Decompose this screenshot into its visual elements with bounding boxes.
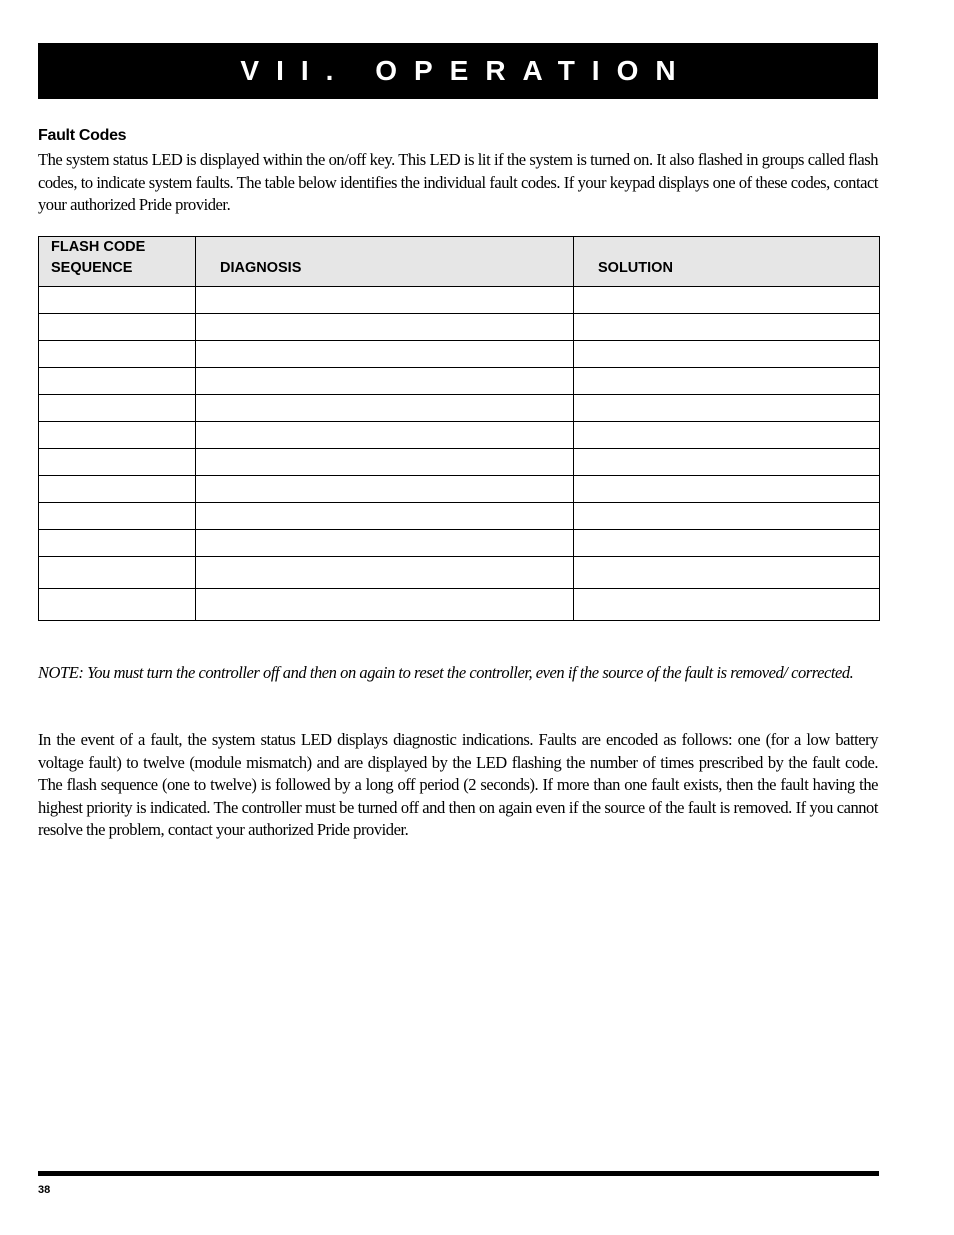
table-cell bbox=[196, 557, 574, 589]
table-cell bbox=[574, 341, 880, 368]
table-row bbox=[39, 314, 880, 341]
table-row bbox=[39, 341, 880, 368]
table-row bbox=[39, 422, 880, 449]
header-flash-code-sequence bbox=[39, 237, 196, 287]
table-cell bbox=[196, 449, 574, 476]
table-cell bbox=[574, 368, 880, 395]
table-row bbox=[39, 449, 880, 476]
table-cell bbox=[196, 341, 574, 368]
table-cell bbox=[574, 476, 880, 503]
fault-codes-heading: Fault Codes bbox=[38, 127, 127, 144]
table-cell bbox=[574, 422, 880, 449]
table-cell bbox=[196, 287, 574, 314]
table-cell bbox=[574, 530, 880, 557]
table-cell bbox=[574, 503, 880, 530]
table-cell bbox=[574, 395, 880, 422]
table-cell bbox=[39, 395, 196, 422]
table-cell bbox=[39, 287, 196, 314]
table-row bbox=[39, 503, 880, 530]
table-cell bbox=[574, 314, 880, 341]
page-number: 38 bbox=[38, 1184, 51, 1196]
table-row bbox=[39, 395, 880, 422]
table-cell bbox=[39, 557, 196, 589]
fault-code-table bbox=[38, 236, 880, 621]
header-sequence-line1: FLASH CODE bbox=[51, 239, 146, 255]
table-cell bbox=[196, 395, 574, 422]
table-row bbox=[39, 589, 880, 621]
table-cell bbox=[196, 476, 574, 503]
table-row bbox=[39, 287, 880, 314]
header-diagnosis: DIAGNOSIS bbox=[196, 237, 574, 287]
table-cell bbox=[39, 589, 196, 621]
table-cell bbox=[196, 589, 574, 621]
table-cell bbox=[39, 503, 196, 530]
intro-paragraph: The system status LED is displayed within the on/off key. This LED is lit if the system is turned on. It also flashed in groups called flash codes, to indicate system faults. The table below identifies the individual fault codes. If your keypad displays one of these codes, contact your authorized Pride provider. bbox=[38, 150, 878, 214]
fault-explanation-paragraph: In the event of a fault, the system status LED displays diagnostic indications. Faults are encoded as follows: one (for a low battery voltage fault) to twelve (module mismatch) and are displayed by the LED flashing the number of times prescribed by the fault code. The flash sequence (one to twelve) is followed by a long off period (2 seconds). If more than one fault exists, then the fault having the highest priority is indicated. The controller must be turned off and then on again even if the source of the fault is removed. If you cannot resolve the problem, contact your authorized Pride provider. bbox=[38, 730, 878, 839]
table-cell bbox=[574, 589, 880, 621]
table-cell bbox=[574, 449, 880, 476]
table-row bbox=[39, 368, 880, 395]
table-cell bbox=[574, 557, 880, 589]
table-cell bbox=[196, 422, 574, 449]
reset-note: NOTE: You must turn the controller off and then on again to reset the controller, even if the source of the fault is removed/ corrected. bbox=[38, 663, 854, 682]
header-solution: SOLUTION bbox=[574, 237, 880, 287]
table-cell bbox=[39, 530, 196, 557]
table-cell bbox=[39, 422, 196, 449]
table-cell bbox=[196, 368, 574, 395]
table-cell bbox=[196, 503, 574, 530]
table-row bbox=[39, 530, 880, 557]
header-sequence-line2: SEQUENCE bbox=[51, 260, 133, 276]
footer-divider bbox=[38, 1171, 879, 1176]
table-header-row bbox=[39, 237, 880, 287]
table-cell bbox=[39, 341, 196, 368]
table-cell bbox=[39, 314, 196, 341]
table-cell bbox=[39, 368, 196, 395]
section-title-banner: VII. OPERATION bbox=[38, 43, 878, 99]
table-cell bbox=[196, 530, 574, 557]
table-row bbox=[39, 476, 880, 503]
table-cell bbox=[574, 287, 880, 314]
table-cell bbox=[196, 314, 574, 341]
table-cell bbox=[39, 476, 196, 503]
table-cell bbox=[39, 449, 196, 476]
table-row bbox=[39, 557, 880, 589]
